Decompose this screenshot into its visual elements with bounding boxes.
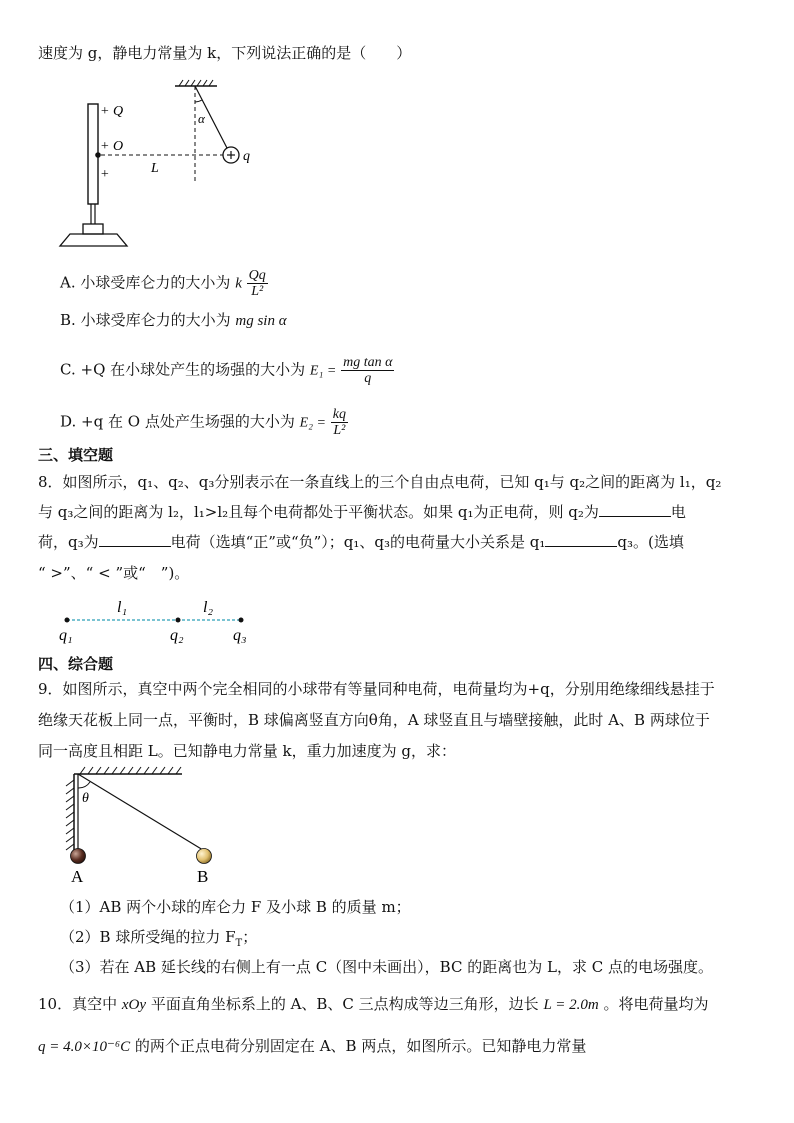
label-plus-q: + Q (100, 104, 124, 119)
ball-a (71, 849, 86, 864)
section-title-fill-blank: 三、填空题 (38, 446, 114, 464)
q8-line1: 8．如图所示，q₁、q₂、q₃分别表示在一条直线上的三个自由点电荷，已知 q₁与 q₂之间的距离为 l₁，q₂ (38, 473, 722, 491)
label-a: A (71, 867, 84, 886)
q9-sub2: （2）B 球所受绳的拉力 $F_T$； (60, 928, 258, 949)
ball-b (197, 849, 212, 864)
q8-blank-1[interactable] (599, 502, 671, 517)
label-theta: θ (82, 791, 89, 806)
label-b: B (197, 867, 209, 886)
option-c: C. +Q 在小球处产生的场强的大小为 E₁ = $\frac{\text{mg tan α}}{q}$ (60, 355, 393, 386)
option-a: A. 小球受库仑力的大小为 k $\frac{Qq}{\text{L²}}$ (60, 268, 266, 299)
stand-block (83, 224, 103, 234)
q8-line2: 与 q₃之间的距离为 l₂，l₁>l₂且每个电荷都处于平衡状态。如果 q₁为正电荷，则 q₂为 电 (38, 503, 686, 521)
q9-sub3: （3）若在 AB 延长线的右侧上有一点 C（图中未画出），BC 的距离也为 L，求 C 点的电场强度。 (60, 958, 713, 976)
label-l1: l₁ (117, 599, 128, 616)
label-l2: l₂ (203, 599, 214, 616)
q10-line1: 10．真空中 xOy 平面直角坐标系上的 A、B、C 三点构成等边三角形，边长 L = 2.0m 。将电荷量均为 (38, 995, 709, 1013)
q9-line3: 同一高度且相距 L。已知静电力常量 k，重力加速度为 g，求： (38, 742, 456, 760)
q9-line1: 9．如图所示，真空中两个完全相同的小球带有等量同种电荷，电荷量均为+q，分别用绝缘细线悬挂于 (38, 680, 715, 698)
two-balls-figure (60, 764, 220, 888)
q9-sub1: （1）AB 两个小球的库仑力 F 及小球 B 的质量 m； (60, 898, 411, 916)
label-q2: q₂ (170, 627, 184, 644)
label-q: q (243, 149, 250, 164)
label-q3: q₃ (233, 627, 247, 644)
label-plus-o: + O (100, 139, 124, 154)
q8-line4: “ >”、“ < ”或“ ”)。 (38, 564, 190, 582)
q8-blank-2[interactable] (99, 532, 171, 547)
thread-b (78, 774, 203, 850)
q8-blank-3[interactable] (545, 532, 617, 547)
label-plus: + (100, 167, 110, 182)
option-b: B. 小球受库仑力的大小为 mg sin α (60, 311, 287, 329)
section-title-comprehensive: 四、综合题 (38, 655, 114, 673)
label-alpha: α (198, 111, 205, 126)
label-L: L (151, 161, 159, 176)
q9-line2: 绝缘天花板上同一点，平衡时，B 球偏离竖直方向θ角，A 球竖直且与墙壁接触，此时 A、B 两球位于 (38, 711, 710, 729)
charge-q2 (176, 618, 181, 623)
charge-q3 (239, 618, 244, 623)
stand-base (60, 234, 127, 246)
label-q1: q₁ (59, 627, 73, 644)
option-d: D. +q 在 O 点处产生场强的大小为 E₂ = $\frac{kq}{\text{L²}}$ (60, 407, 346, 438)
coulomb-pendulum-figure (55, 78, 275, 253)
q8-line3: 荷，q₃为 电荷（选填“正”或“负”）；q₁、q₃的电荷量大小关系是 q₁ q₃。(选填 (38, 533, 684, 551)
charge-q1 (65, 618, 70, 623)
question-intro-line: 速度为 g，静电力常量为 k，下列说法正确的是（ ） (38, 44, 412, 62)
three-charges-figure (55, 594, 265, 646)
q10-line2: q = 4.0×10⁻⁶C 的两个正点电荷分别固定在 A、B 两点，如图所示。已知静电力常量 (38, 1037, 587, 1055)
